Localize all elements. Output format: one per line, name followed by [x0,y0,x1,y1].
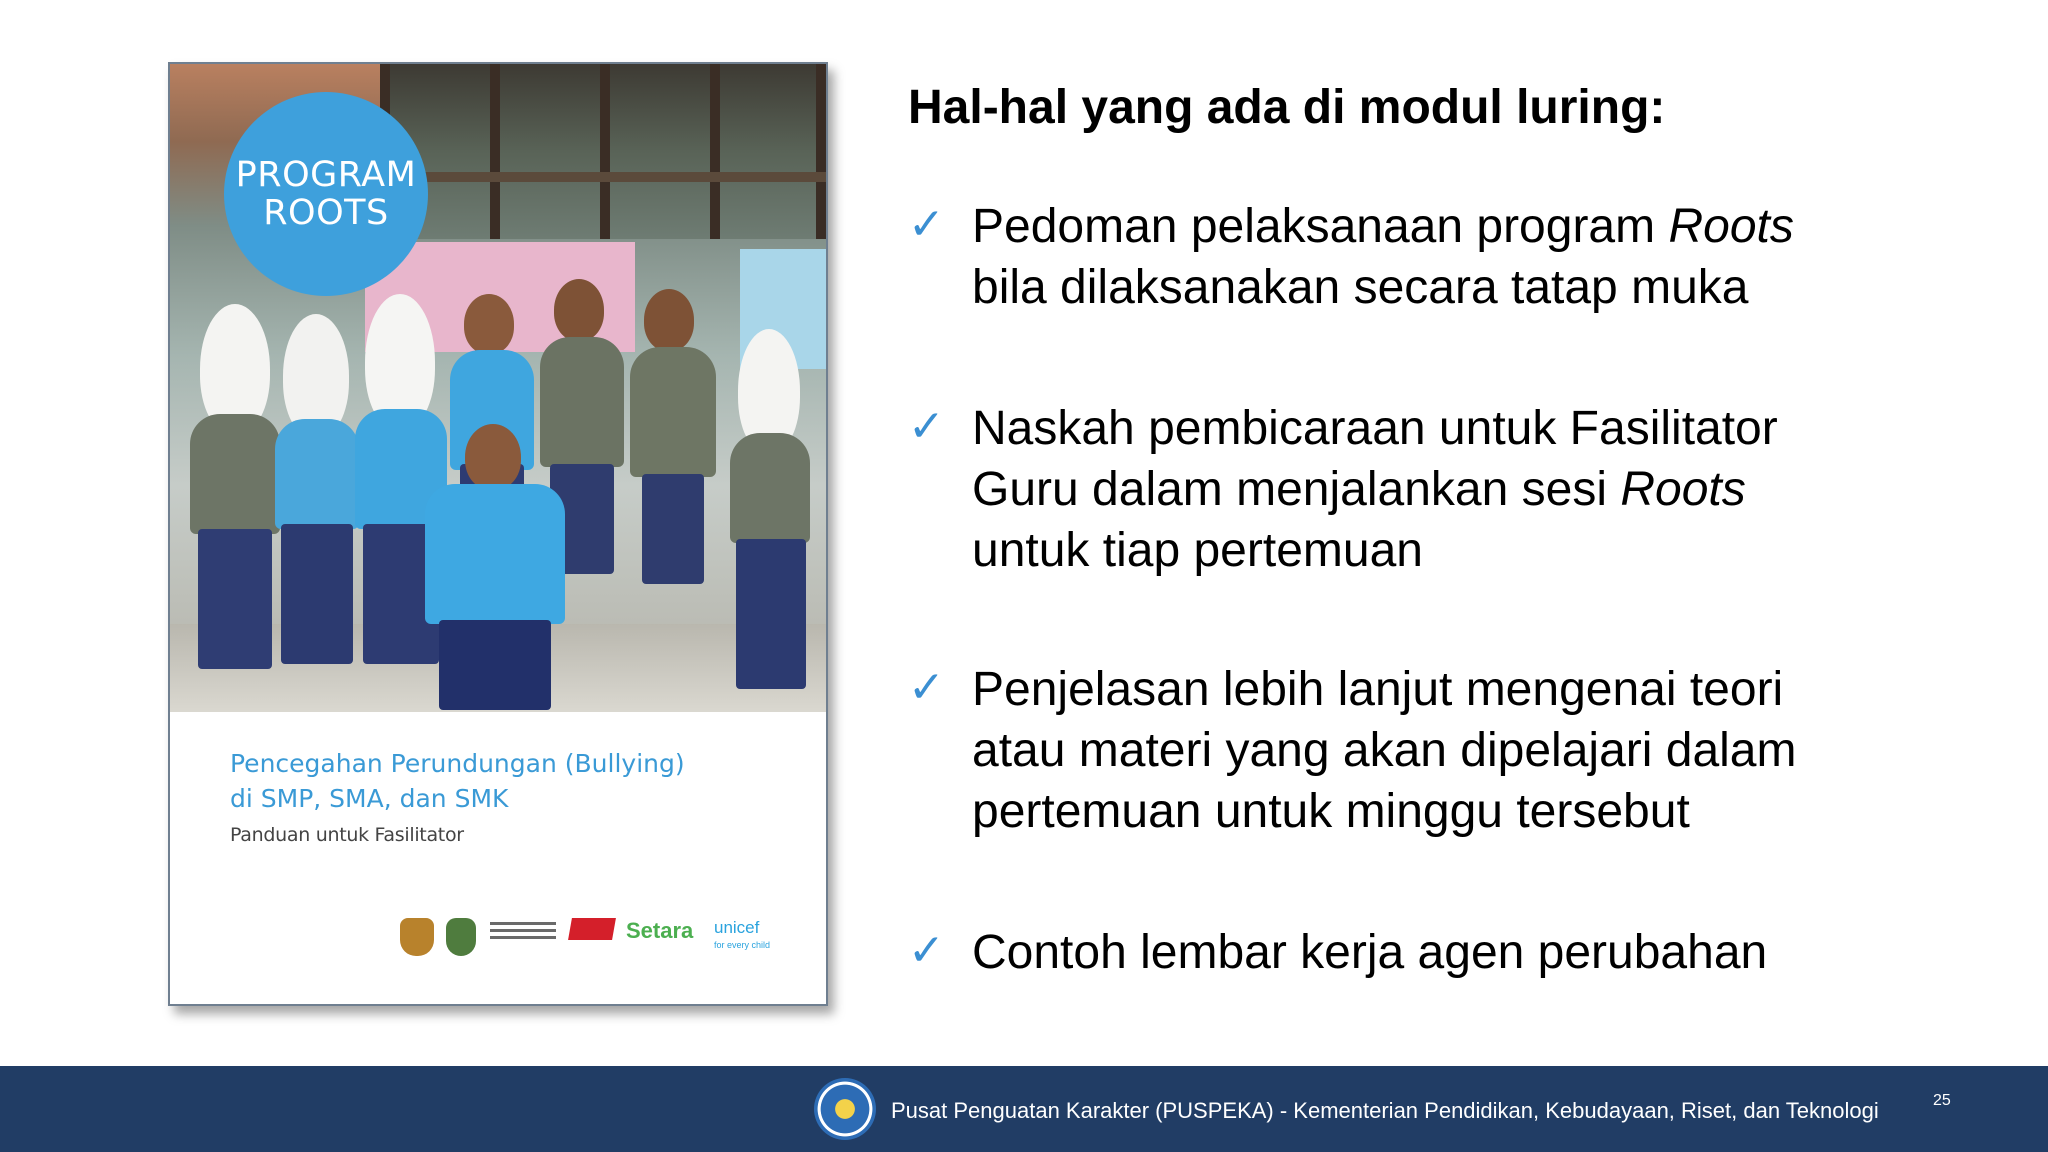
cover-title [230,746,790,816]
check-icon: ✓ [908,662,945,713]
footer-text: Pusat Penguatan Karakter (PUSPEKA) - Kementerian Pendidikan, Kebudayaan, Riset, dan Teknologi [891,1098,1879,1123]
check-icon: ✓ [908,925,945,976]
bullet-text: Penjelasan lebih lanjut mengenai teori atau materi yang akan dipelajari dalam pertemuan untuk minggu tersebut [972,663,1797,838]
setara-logo: Setara [626,918,694,943]
unicef-logo [714,918,770,950]
unicef-tagline: for every child [714,940,771,950]
badge-line: ROOTS [263,193,389,233]
check-icon: ✓ [908,199,945,250]
partner-logos [400,912,800,962]
foundation-logo-icon [490,918,556,950]
page-number: 25 [1933,1092,1951,1109]
badge-line: PROGRAM [235,155,417,195]
program-roots-badge [224,92,428,296]
book-cover [168,62,828,1006]
ministry-emblem-icon [814,1078,876,1140]
bullet-text: Naskah pembicaraan untuk Fasilitator Guru dalam menjalankan sesi Roots untuk tiap pertemuan [972,402,1778,577]
regional-emblem-icon [446,918,476,956]
cover-subtitle: Panduan untuk Fasilitator [230,824,464,846]
bullet-text: Pedoman pelaksanaan program Roots bila dilaksanakan secara tatap muka [972,200,1794,314]
bullet-text: Contoh lembar kerja agen perubahan [972,926,1768,979]
check-icon: ✓ [908,401,945,452]
slide-heading: Hal-hal yang ada di modul luring: [908,81,1666,134]
footer-bar [0,1066,2048,1152]
flag-logo-icon [568,918,616,940]
province-emblem-icon [400,918,434,956]
cover-title-line: Pencegahan Perundungan (Bullying) [230,749,685,778]
unicef-wordmark: unicef [714,918,760,937]
cover-title-line: di SMP, SMA, dan SMK [230,784,509,813]
cover-photo [170,64,826,712]
photo-window [380,64,826,239]
